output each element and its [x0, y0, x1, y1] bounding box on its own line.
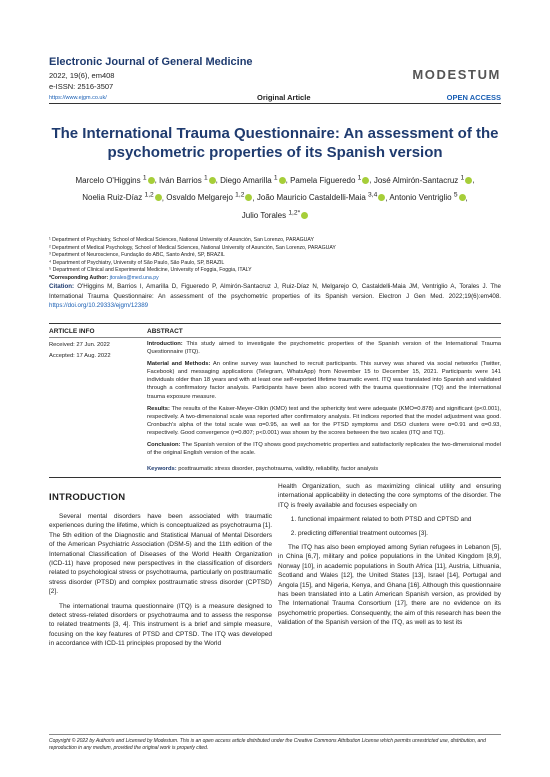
abstract-heading: ABSTRACT	[147, 328, 183, 335]
orcid-icon[interactable]	[378, 194, 385, 201]
author: Marcelo O'Higgins $^1$	[76, 176, 155, 185]
footer-divider	[49, 734, 501, 735]
orcid-icon[interactable]	[209, 177, 216, 184]
affiliation: ¹ Department of Psychiatry, School of Medical Sciences, National University of Asunción, San Lorenzo, PARAGUAY	[49, 237, 314, 243]
section-heading-introduction: INTRODUCTION	[49, 492, 126, 503]
paragraph: Health Organization, such as maximizing clinical utility and ensuring international applicability in detecting the core symptoms of the disorder. The ITQ is freely available and focuses especially on	[278, 483, 501, 509]
affiliations	[49, 237, 336, 283]
abstract-results: Results: The results of the Kaiser-Meyer-Olkin (KMO) test and the sphericity test were adequate (KMO=0.878) and significant (p<0.001), respectively. A two-dimensional scale was reported after confirmatory analysis. Fit indices reported that the model adjustment was good. Cronbach's alpha of the total scale was α=0.95, as well as for the PTSD symptoms and DSO clusters were α=0.91 and α=0.93, respectively. Good convergence (r=0.807; p<0.001) was shown by the scores between the two scales (ITQ and TQ).	[147, 405, 501, 436]
abstract-methods: Material and Methods: An online survey was launched to recruit participants. This survey was shared via social networks (Twitter, Facebook) and messaging applications (Telegram, WhatsApp) from November 15 to December 15, 2021. Participants were 141 individuals older than 18 years and with at least one self-reported lifetime traumatic event. ITQ was translated into Spanish and validated through a confirmatory factor analysis. Participants have been also scored with the trauma questionnaire (TQ) and the international trauma exposure measure.	[147, 361, 501, 400]
publisher-logo: MODESTUM	[412, 67, 501, 82]
orcid-icon[interactable]	[459, 194, 466, 201]
author: José Almirón-Santacruz $^1$	[374, 176, 472, 185]
affiliation: ³ Department of Neuroscience, Fundação do ABC, Santo André, SP, BRAZIL	[49, 252, 225, 259]
article-dates	[49, 340, 139, 362]
header-divider	[49, 103, 501, 104]
keywords: Keywords: posttraumatic stress disorder, psychotrauma, validity, reliability, factor analysis	[147, 466, 379, 472]
corresponding-author: *Corresponding Author: jtorales@med.una.py	[49, 274, 159, 281]
author: Iván Barrios $^1$	[159, 176, 216, 185]
orcid-icon[interactable]	[148, 177, 155, 184]
paragraph: The international trauma questionnaire (ITQ) is a measure designed to detect stress-related disorders or psychotrauma and to assess the response to related treatments [3, 4]. This instrument is a brief and simple measure, focusing on the key features of PTSD and CPTSD. The ITQ was developed in accordance with ICD-11 principles proposed by the World	[49, 602, 272, 648]
author: Noelia Ruiz-Díaz $^{1,2}$	[82, 193, 162, 202]
author: Julio Torales $^{1,2*}$	[242, 211, 308, 220]
info-divider-mid	[49, 337, 501, 338]
info-divider-top	[49, 323, 501, 324]
abstract-conclusion: Conclusion: The Spanish version of the ITQ shows good psychometric properties and satisfactorily replicates the two-dimensional model of the original English version of the scale.	[147, 442, 501, 457]
article-type: Original Article	[257, 93, 311, 102]
citation-text: O'Higgins M, Barrios I, Amarilla D, Figueredo P, Almirón-Santacruz J, Ruiz-Díaz N, Melgarejo O, Castaldelli-Maia JM, Ventriglio A, Torales J. The International Trauma Questionnaire: An assessment of the psychometric properties of its Spanish version. Electron J Gen Med. 2022;19(6):em408.	[49, 283, 501, 300]
doi-link[interactable]: https://doi.org/10.29333/ejgm/12389	[49, 302, 149, 310]
orcid-icon[interactable]	[362, 177, 369, 184]
orcid-icon[interactable]	[245, 194, 252, 201]
issn: e-ISSN: 2516-3507	[49, 82, 114, 91]
right-column	[278, 482, 501, 633]
received-date: Received: 27 Jun. 2022	[49, 342, 110, 348]
open-access-label: OPEN ACCESS	[446, 93, 501, 102]
copyright-footer: Copyright © 2022 by Author/s and Licensed by Modestum. This is an open access article distributed under the Creative Commons Attribution License which permits unrestricted use, distribution, and reproduction in any medium, provided the original work is properly cited.	[49, 738, 486, 751]
author: João Mauricio Castaldelli-Maia $^{3,4}$	[257, 193, 385, 202]
affiliation: ⁵ Department of Clinical and Experimental Medicine, University of Foggia, Foggia, ITALY	[49, 267, 252, 274]
citation-label: Citation:	[49, 283, 75, 290]
citation	[49, 282, 501, 311]
list-item: 2. predicting differential treatment outcomes [3].	[298, 529, 501, 538]
article-title: The International Trauma Questionnaire: An assessment of the psychometric properties of its Spanish version	[51, 125, 499, 161]
paragraph: Several mental disorders have been associated with traumatic experiences during the lifetime, which is conceptualized as psychotrauma [1]. The 5th edition of the Diagnostic and Statistical Manual of Mental Disorders of the American Psychiatric Association (DSM-5) and the 11th edition of the International Classification of Diseases of the World Health Organization (ICD-11) have proposed new perspectives in the classification of disorders related to psychological stress or psychotrauma, particularly on posttraumatic stress disorder (PTSD) and complex posttraumatic stress disorder (CPTSD) [2].	[49, 513, 272, 596]
orcid-icon[interactable]	[279, 177, 286, 184]
article-info-heading: ARTICLE INFO	[49, 328, 95, 335]
abstract-divider-bottom	[49, 477, 501, 478]
abstract-introduction: Introduction: This study aimed to investigate the psychometric properties of the Spanish version of the International Trauma Questionnaire (ITQ).	[147, 341, 502, 356]
numbered-list	[278, 515, 501, 538]
journal-name: Electronic Journal of General Medicine	[49, 56, 253, 68]
abstract-body	[147, 340, 501, 461]
orcid-icon[interactable]	[155, 194, 162, 201]
author: Pamela Figueredo $^1$	[290, 176, 369, 185]
orcid-icon[interactable]	[465, 177, 472, 184]
affiliation: ² Department of Medical Psychology, School of Medical Sciences, National University of Asunción, San Lorenzo, PARAGUAY	[49, 244, 336, 251]
orcid-icon[interactable]	[301, 212, 308, 219]
corresponding-email[interactable]: jtorales@med.una.py	[109, 274, 159, 281]
left-column	[49, 512, 272, 654]
author-list: Marcelo O'Higgins $^1$ , Iván Barrios $^1$ , Diego Amarilla $^1$ , Pamela Figueredo $^1$ , José Almirón-Santacruz $^1$ , Noelia Ruiz-Díaz $^{1,2}$ , Osvaldo Melgarejo $^{1,2}$ , João Mauricio Castaldelli-Maia $^{3,4}$ , Antonio Ventriglio $^5$ , Julio Torales $^{1,2*}$	[75, 174, 475, 220]
author: Antonio Ventriglio $^5$	[389, 193, 465, 202]
journal-url[interactable]: https://www.ejgm.co.uk/	[49, 95, 107, 101]
affiliation: ⁴ Department of Psychiatry, University of São Paulo, São Paulo, SP, BRAZIL	[49, 259, 225, 266]
list-item: 1. functional impairment related to both PTSD and CPTSD and	[298, 515, 501, 524]
volume-line: 2022, 19(6), em408	[49, 71, 115, 80]
paragraph: The ITQ has also been employed among Syrian refugees in Lebanon [5], in China [6,7], military and police populations in the United Kingdom [8,9], Norway [10], in academic populations in South Africa [11], Austria, Lithuania, Scotland and Wales [12], the United States [13], Israel [14], Portugal and Angola [15], and Nigeria, Kenya, and Ghana [16]. Although this questionnaire has been translated into a Latin American Spanish version, as provided by The International Trauma Consortium [17], there are no evidence on its psychometric properties. Consequently, the aim of this research has been the validation of the Spanish version of the ITQ, as well as to test its	[278, 544, 501, 627]
author: Diego Amarilla $^1$	[220, 176, 286, 185]
accepted-date: Accepted: 17 Aug. 2022	[49, 353, 111, 359]
author: Osvaldo Melgarejo $^{1,2}$	[166, 193, 252, 202]
